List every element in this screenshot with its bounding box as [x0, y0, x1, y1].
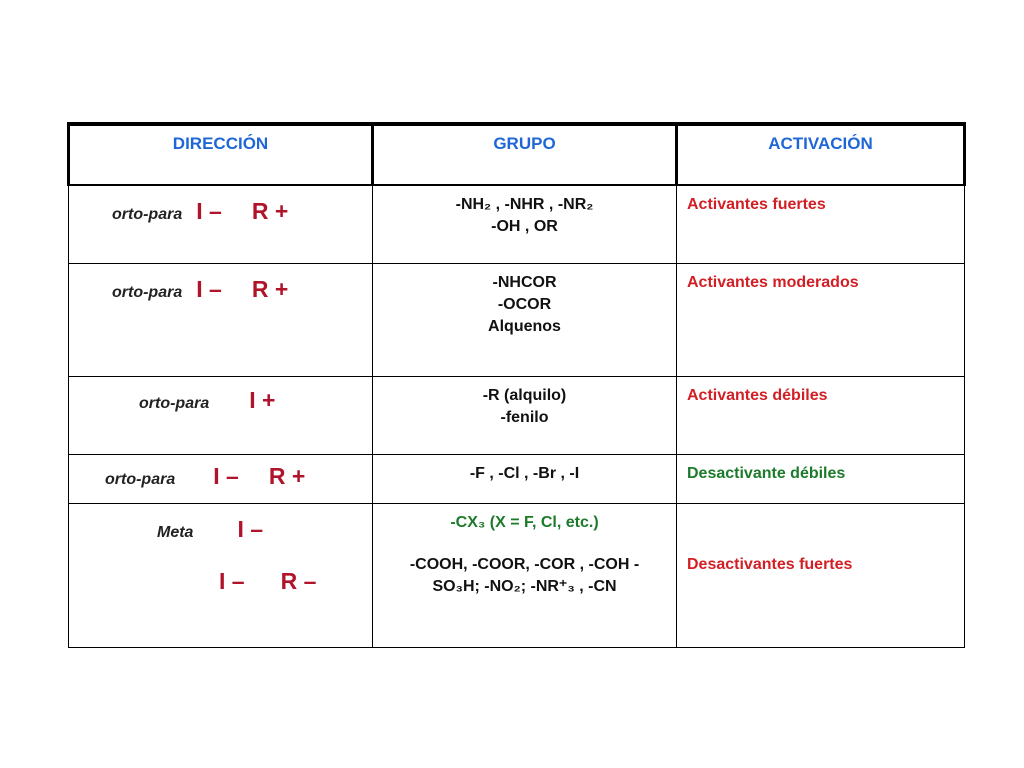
group-line: Alquenos [488, 317, 561, 335]
group-line: -R (alquilo) [482, 386, 567, 404]
direction-label: orto-para [112, 283, 183, 301]
header-row [69, 124, 965, 185]
resonance-effect: R + [251, 198, 289, 224]
header-grupo: GRUPO [373, 124, 677, 185]
group-line: -fenilo [500, 408, 549, 426]
resonance-effect: R – [280, 567, 317, 594]
inductive-effect: I – [196, 198, 222, 224]
direccion-cell [69, 376, 373, 454]
activation-label: Desactivantes fuertes [687, 555, 853, 573]
resonance-effect: R + [268, 462, 306, 489]
group-line: -OH , OR [491, 218, 558, 235]
grupo-cell [373, 454, 677, 503]
table-row [69, 454, 965, 503]
grupo-cell [373, 263, 677, 376]
group-line: SO₃H; -NO₂; -NR⁺₃ , -CN [432, 577, 617, 595]
header-direccion: DIRECCIÓN [69, 124, 373, 185]
group-line: -NHCOR [492, 273, 557, 291]
direction-label: orto-para [139, 394, 210, 412]
inductive-effect: I – [219, 567, 245, 594]
direccion-cell [69, 454, 373, 503]
header-activacion: ACTIVACIÓN [677, 124, 965, 185]
grupo-cell [373, 376, 677, 454]
activacion-cell [677, 503, 965, 647]
table-row [69, 263, 965, 376]
table-row [69, 503, 965, 647]
group-line: -F , -Cl , -Br , -I [469, 464, 580, 482]
group-line: -COOH, -COOR, -COR , -COH - [409, 555, 640, 573]
direction-label: Meta [157, 523, 194, 541]
direccion-cell [69, 263, 373, 376]
activation-label: Activantes moderados [687, 273, 859, 291]
grupo-cell [373, 503, 677, 647]
activacion-cell [677, 263, 965, 376]
direction-label: orto-para [112, 206, 183, 223]
table-row [69, 185, 965, 263]
activacion-cell [677, 454, 965, 503]
grupo-cell [373, 185, 677, 263]
inductive-effect: I – [213, 462, 239, 489]
substituent-effects-table [67, 122, 966, 648]
group-line-green: -CX₃ (X = F, Cl, etc.) [450, 513, 599, 531]
direccion-cell [69, 185, 373, 263]
group-line: -OCOR [497, 295, 552, 313]
inductive-effect: I + [249, 386, 276, 413]
activation-label: Desactivante débiles [687, 464, 846, 482]
inductive-effect: I – [237, 515, 264, 542]
resonance-effect: R + [251, 275, 289, 302]
direction-label: orto-para [105, 470, 176, 488]
activacion-cell [677, 185, 965, 263]
direccion-cell [69, 503, 373, 647]
activation-label: Activantes débiles [687, 386, 828, 404]
activation-label: Activantes fuertes [687, 196, 826, 213]
group-line: -NH₂ , -NHR , -NR₂ [455, 196, 594, 213]
table-row [69, 376, 965, 454]
inductive-effect: I – [196, 275, 222, 302]
activacion-cell [677, 376, 965, 454]
